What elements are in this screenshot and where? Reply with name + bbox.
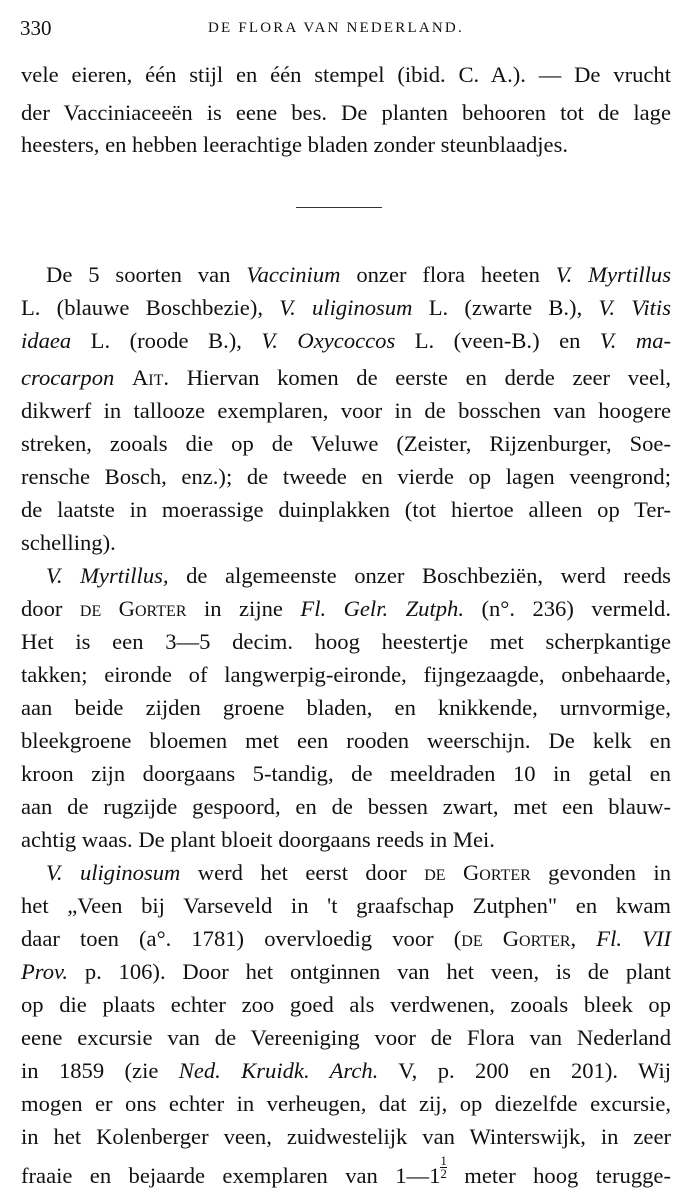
text-line: idaea L. (roode B.), V. Oxycoccos L. (veen-B.) en V. ma- bbox=[21, 328, 672, 353]
text-line: takken; eironde of langwerpig-eironde, fijngezaagde, onbehaarde, bbox=[21, 662, 671, 687]
text-line: schelling). bbox=[21, 530, 116, 555]
section-divider bbox=[296, 207, 382, 208]
text-line: in 1859 (zie Ned. Kruidk. Arch. V, p. 200 en 201). Wij bbox=[21, 1058, 671, 1083]
text-line: crocarpon Ait. Hiervan komen de eerste en derde zeer veel, bbox=[21, 365, 671, 390]
text-line: L. (blauwe Boschbezie), V. uliginosum L. (zwarte B.), V. Vitis bbox=[21, 295, 671, 320]
text-line: mogen er ons echter in verheugen, dat zij, op diezelfde excursie, bbox=[21, 1091, 671, 1116]
text-line: dikwerf in tallooze exemplaren, voor in de bosschen van hoogere bbox=[21, 398, 671, 423]
text-line: door de Gorter in zijne Fl. Gelr. Zutph. (n°. 236) vermeld. bbox=[21, 596, 671, 621]
text-line: op die plaats echter zoo goed als verdwenen, zooals bleek op bbox=[21, 992, 671, 1017]
text-line: in het Kolenberger veen, zuidwestelijk van Winterswijk, in zeer bbox=[21, 1124, 671, 1149]
text-line: vele eieren, één stijl en één stempel (ibid. C. A.). — De vrucht bbox=[21, 62, 671, 87]
text-line: V. uliginosum werd het eerst door de Gorter gevonden in bbox=[46, 860, 672, 885]
text-line: de laatste in moerassige duinplakken (tot hiertoe alleen op Ter- bbox=[21, 497, 671, 522]
text-line: kroon zijn doorgaans 5-tandig, de meeldraden 10 in getal en bbox=[21, 761, 671, 786]
running-title: DE FLORA VAN NEDERLAND. bbox=[208, 20, 464, 36]
text-line: streken, zooals die op de Veluwe (Zeister, Rijzenburger, Soe- bbox=[21, 431, 671, 456]
text-line: het „Veen bij Varseveld in 't graafschap Zutphen" en kwam bbox=[21, 893, 671, 918]
text-line: aan beide zijden groene bladen, en knikkende, urnvormige, bbox=[21, 695, 671, 720]
text-line: daar toen (a°. 1781) overvloedig voor (de Gorter, Fl. VII bbox=[21, 926, 671, 951]
text-line: Prov. p. 106). Door het ontginnen van het veen, is de plant bbox=[21, 959, 671, 984]
text-line: rensche Bosch, enz.); de tweede en vierde op lagen veengrond; bbox=[21, 464, 671, 489]
text-line: De 5 soorten van Vaccinium onzer flora heeten V. Myrtillus bbox=[46, 262, 672, 287]
fraction: $\frac{1}{2}$ bbox=[440, 1153, 447, 1181]
page-number: 330 bbox=[20, 16, 52, 40]
text-line: eene excursie van de Vereeniging voor de Flora van Nederland bbox=[21, 1025, 671, 1050]
text-line: achtig waas. De plant bloeit doorgaans reeds in Mei. bbox=[21, 827, 495, 852]
text-line: Het is een 3—5 decim. hoog heestertje met scherpkantige bbox=[21, 629, 671, 654]
running-head bbox=[20, 16, 672, 46]
text-line: der Vacciniaceeën is eene bes. De planten behooren tot de lage bbox=[21, 100, 671, 125]
text-line: bleekgroene bloemen met een rooden weerschijn. De kelk en bbox=[21, 728, 671, 753]
text-line: heesters, en hebben leerachtige bladen zonder steunblaadjes. bbox=[21, 132, 569, 157]
text-line: aan de rugzijde gespoord, en de bessen zwart, met een blauw- bbox=[21, 794, 671, 819]
text-line: fraaie en bejaarde exemplaren van $1—1\frac{1}{2}$ meter hoog terugge- bbox=[21, 1153, 671, 1188]
text-line: V. Myrtillus, de algemeenste onzer Boschbeziën, werd reeds bbox=[46, 563, 671, 588]
